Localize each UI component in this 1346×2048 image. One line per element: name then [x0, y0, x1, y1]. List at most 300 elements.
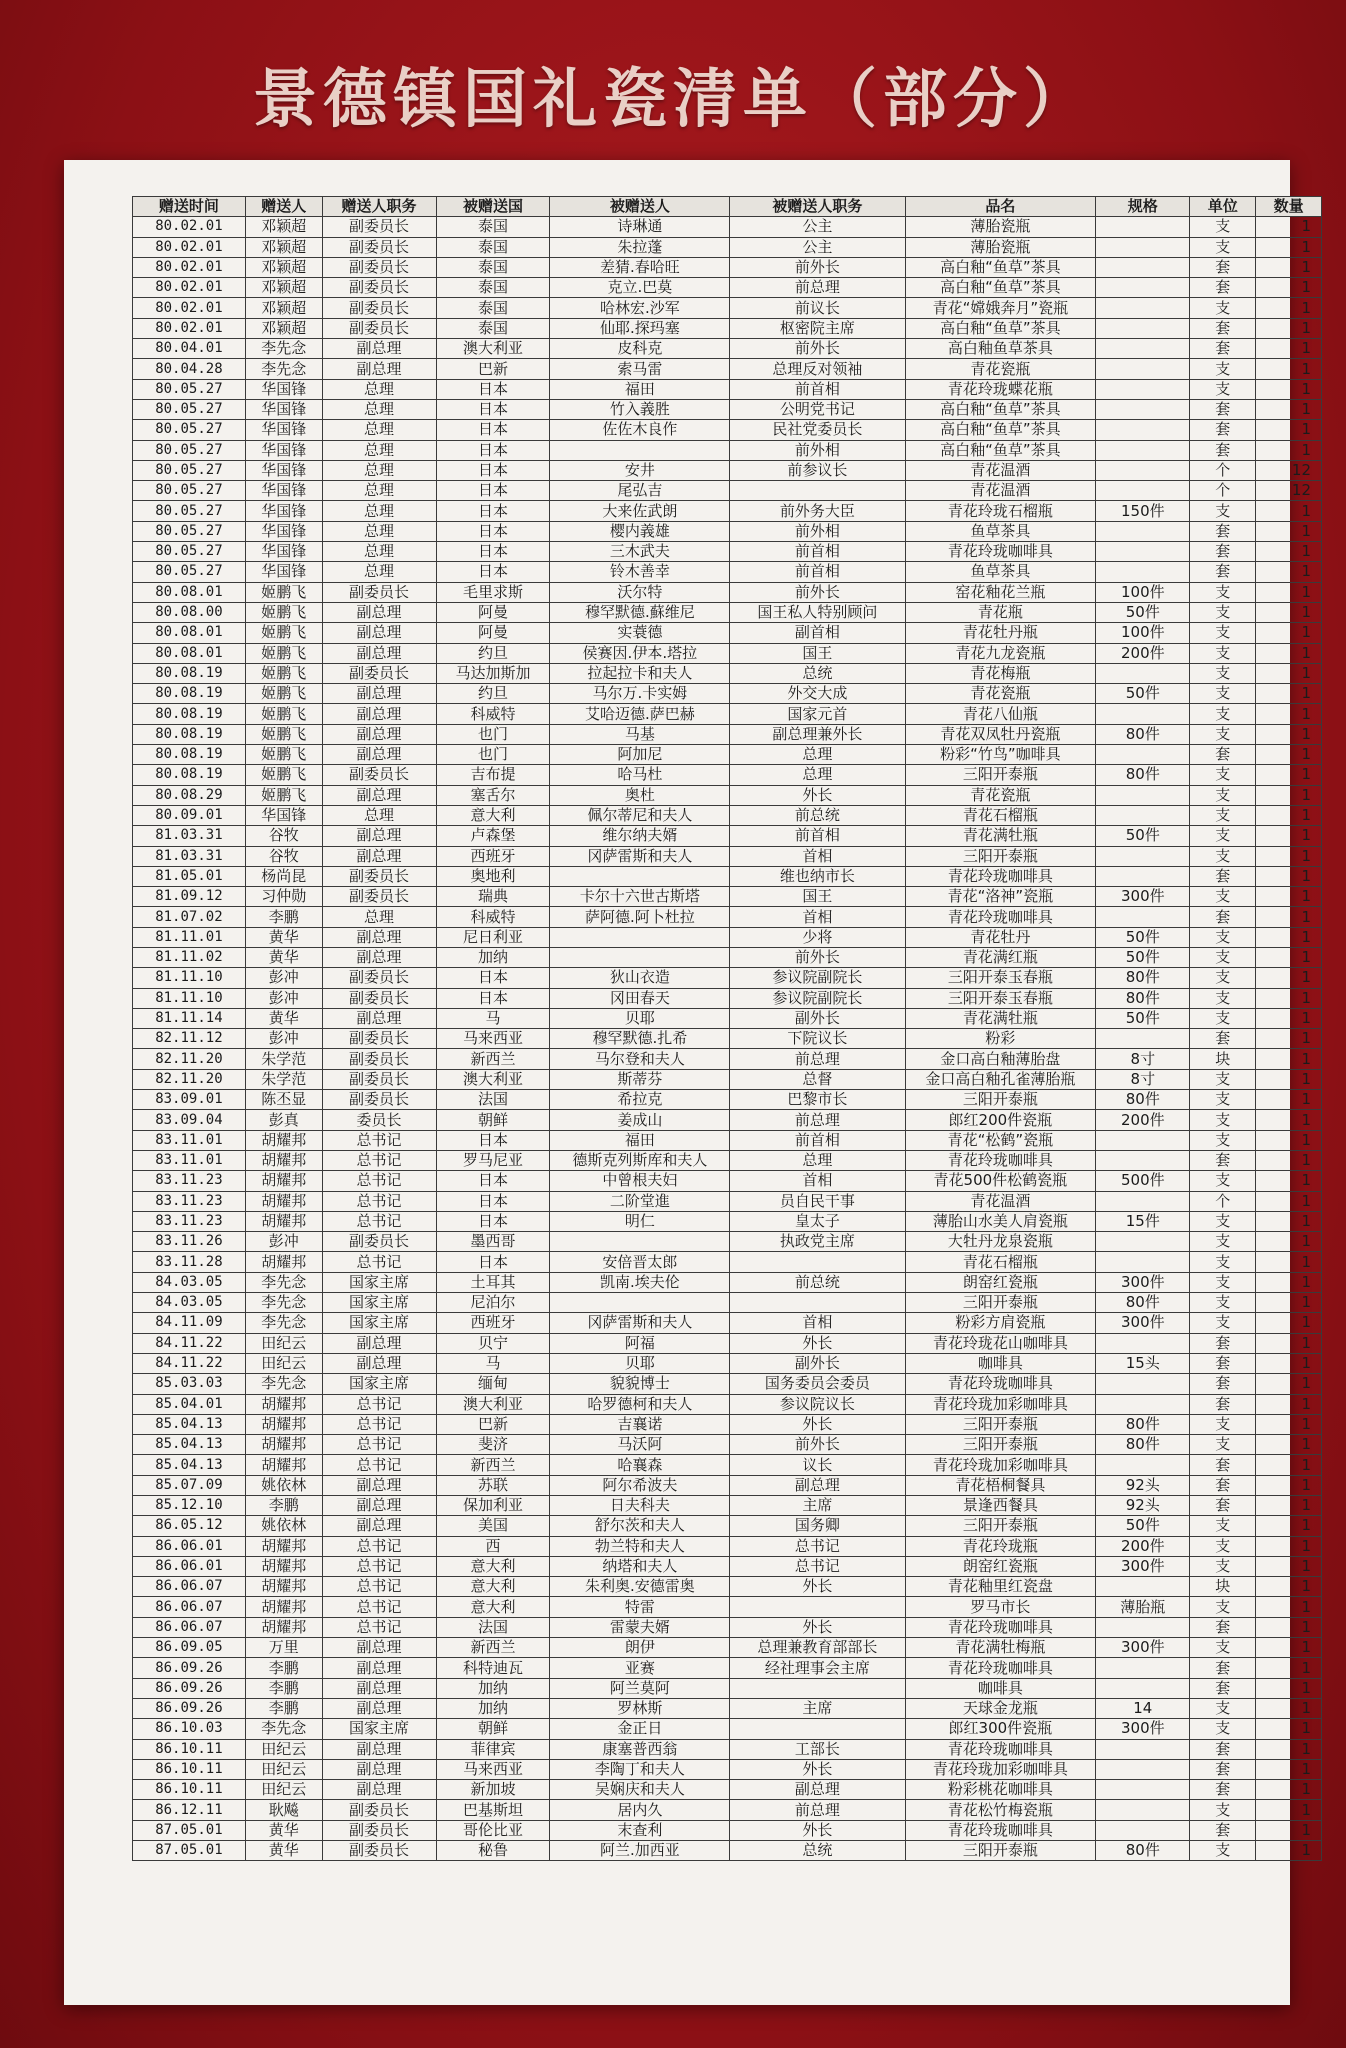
cell-spec: [1096, 1678, 1190, 1698]
cell-item-name: 朗窑红瓷瓶: [905, 1272, 1096, 1292]
cell-recipient-country: 缅甸: [436, 1374, 550, 1394]
cell-recipient-country: 土耳其: [436, 1272, 550, 1292]
cell-gift-date: 83.11.01: [133, 1150, 246, 1170]
cell-gift-date: 83.11.26: [133, 1232, 246, 1252]
cell-quantity: 1: [1256, 1130, 1322, 1150]
cell-recipient-title: 经社理事会主席: [730, 1658, 905, 1678]
cell-recipient-title: 参议院议长: [730, 1394, 905, 1414]
cell-recipient-title: 枢密院主席: [730, 318, 905, 338]
cell-recipient-country: 西班牙: [436, 846, 550, 866]
table-row: [133, 1333, 1322, 1353]
cell-recipient-title: 总书记: [730, 1556, 905, 1576]
cell-giver-title: 总书记: [322, 1455, 436, 1475]
cell-giver: 田纪云: [245, 1780, 322, 1800]
table-row: [133, 399, 1322, 419]
cell-giver: 华国锋: [245, 440, 322, 460]
cell-giver: 黄华: [245, 1820, 322, 1840]
cell-spec: 92头: [1096, 1496, 1190, 1516]
cell-recipient: 哈襄森: [550, 1455, 730, 1475]
cell-giver-title: 总书记: [322, 1150, 436, 1170]
cell-item-name: 三阳开泰瓶: [905, 1090, 1096, 1110]
cell-gift-date: 80.08.19: [133, 684, 246, 704]
cell-giver-title: 副总理: [322, 339, 436, 359]
cell-spec: [1096, 542, 1190, 562]
cell-gift-date: 84.03.05: [133, 1272, 246, 1292]
cell-quantity: 1: [1256, 1759, 1322, 1779]
header-recipient: 被赠送人: [550, 197, 730, 217]
cell-unit: 支: [1190, 1698, 1256, 1718]
cell-giver: 姚依林: [245, 1516, 322, 1536]
cell-gift-date: 86.12.11: [133, 1800, 246, 1820]
cell-recipient-title: 前总统: [730, 805, 905, 825]
table-row: [133, 217, 1322, 237]
cell-gift-date: 80.02.01: [133, 318, 246, 338]
cell-giver-title: 国家主席: [322, 1719, 436, 1739]
cell-quantity: 1: [1256, 1658, 1322, 1678]
cell-spec: 80件: [1096, 765, 1190, 785]
header-item-name: 品名: [905, 197, 1096, 217]
cell-unit: 支: [1190, 1435, 1256, 1455]
cell-recipient-title: 参议院副院长: [730, 988, 905, 1008]
table-row: [133, 278, 1322, 298]
cell-recipient: 沃尔特: [550, 582, 730, 602]
cell-giver-title: 副委员长: [322, 318, 436, 338]
cell-recipient-title: 首相: [730, 907, 905, 927]
cell-recipient-title: 国王: [730, 643, 905, 663]
cell-giver: 朱学范: [245, 1069, 322, 1089]
cell-recipient: 居内久: [550, 1800, 730, 1820]
table-row: [133, 1617, 1322, 1637]
cell-gift-date: 86.09.26: [133, 1698, 246, 1718]
cell-giver: 李先念: [245, 1719, 322, 1739]
table-row: [133, 460, 1322, 480]
cell-recipient: 马基: [550, 724, 730, 744]
cell-giver: 彭冲: [245, 1232, 322, 1252]
cell-spec: 50件: [1096, 684, 1190, 704]
cell-unit: 套: [1190, 1150, 1256, 1170]
cell-gift-date: 83.09.01: [133, 1090, 246, 1110]
cell-quantity: 1: [1256, 339, 1322, 359]
cell-item-name: 青花瓷瓶: [905, 684, 1096, 704]
cell-giver: 田纪云: [245, 1759, 322, 1779]
cell-recipient-country: 科威特: [436, 907, 550, 927]
cell-quantity: 1: [1256, 1252, 1322, 1272]
cell-spec: [1096, 1130, 1190, 1150]
cell-quantity: 1: [1256, 1719, 1322, 1739]
cell-unit: 支: [1190, 663, 1256, 683]
cell-gift-date: 81.05.01: [133, 866, 246, 886]
cell-giver: 华国锋: [245, 562, 322, 582]
cell-quantity: 1: [1256, 1780, 1322, 1800]
cell-recipient-title: [730, 1597, 905, 1617]
cell-gift-date: 83.11.23: [133, 1211, 246, 1231]
cell-recipient-country: 加纳: [436, 1698, 550, 1718]
cell-recipient-title: [730, 1252, 905, 1272]
cell-unit: 块: [1190, 1049, 1256, 1069]
cell-recipient: 貌貌博士: [550, 1374, 730, 1394]
cell-gift-date: 82.11.20: [133, 1069, 246, 1089]
cell-spec: [1096, 1191, 1190, 1211]
cell-gift-date: 81.03.31: [133, 846, 246, 866]
cell-recipient: 索马雷: [550, 359, 730, 379]
cell-recipient-title: 公明党书记: [730, 399, 905, 419]
cell-giver-title: 总书记: [322, 1556, 436, 1576]
cell-spec: 50件: [1096, 1516, 1190, 1536]
cell-gift-date: 86.06.07: [133, 1597, 246, 1617]
cell-spec: 50件: [1096, 927, 1190, 947]
cell-recipient-title: 前外长: [730, 582, 905, 602]
cell-item-name: 金口高白釉薄胎盘: [905, 1049, 1096, 1069]
cell-recipient: 佐佐木良作: [550, 420, 730, 440]
cell-spec: 80件: [1096, 724, 1190, 744]
cell-unit: 支: [1190, 927, 1256, 947]
cell-quantity: 1: [1256, 1394, 1322, 1414]
cell-recipient: 艾哈迈德.萨巴赫: [550, 704, 730, 724]
cell-recipient-country: 日本: [436, 1171, 550, 1191]
cell-quantity: 1: [1256, 1698, 1322, 1718]
cell-gift-date: 81.11.10: [133, 988, 246, 1008]
cell-recipient: 福田: [550, 1130, 730, 1150]
cell-quantity: 1: [1256, 1455, 1322, 1475]
cell-gift-date: 80.08.01: [133, 582, 246, 602]
cell-spec: [1096, 1577, 1190, 1597]
table-row: [133, 521, 1322, 541]
table-row: [133, 1577, 1322, 1597]
table-row: [133, 1496, 1322, 1516]
cell-giver-title: 国家主席: [322, 1374, 436, 1394]
cell-recipient-country: 日本: [436, 399, 550, 419]
cell-recipient: 卡尔十六世古斯塔: [550, 887, 730, 907]
cell-spec: 80件: [1096, 1414, 1190, 1434]
cell-recipient-country: 澳大利亚: [436, 1069, 550, 1089]
cell-unit: 个: [1190, 460, 1256, 480]
cell-item-name: 青花玲珑咖啡具: [905, 866, 1096, 886]
cell-gift-date: 80.02.01: [133, 278, 246, 298]
cell-recipient-country: 马: [436, 1353, 550, 1373]
cell-giver: 华国锋: [245, 379, 322, 399]
cell-recipient-title: 前外长: [730, 257, 905, 277]
cell-quantity: 1: [1256, 663, 1322, 683]
cell-gift-date: 80.05.27: [133, 481, 246, 501]
cell-recipient-country: 阿曼: [436, 623, 550, 643]
cell-giver-title: 总书记: [322, 1414, 436, 1434]
cell-giver-title: 副委员长: [322, 1800, 436, 1820]
cell-recipient: 马尔登和夫人: [550, 1049, 730, 1069]
table-row: [133, 724, 1322, 744]
cell-recipient: 阿加尼: [550, 745, 730, 765]
cell-quantity: 1: [1256, 1739, 1322, 1759]
cell-recipient-country: 日本: [436, 1252, 550, 1272]
cell-giver-title: 副总理: [322, 724, 436, 744]
cell-recipient-title: 首相: [730, 1171, 905, 1191]
table-row: [133, 988, 1322, 1008]
table-row: [133, 1698, 1322, 1718]
cell-spec: [1096, 1394, 1190, 1414]
cell-spec: [1096, 1232, 1190, 1252]
cell-gift-date: 86.06.07: [133, 1617, 246, 1637]
cell-recipient-country: 秘鲁: [436, 1841, 550, 1861]
cell-recipient: 朱拉蓬: [550, 237, 730, 257]
table-row: [133, 1435, 1322, 1455]
cell-giver-title: 副总理: [322, 602, 436, 622]
cell-spec: [1096, 298, 1190, 318]
cell-giver-title: 副委员长: [322, 765, 436, 785]
table-row: [133, 1475, 1322, 1495]
cell-giver: 彭冲: [245, 1029, 322, 1049]
cell-recipient-title: 总理: [730, 1150, 905, 1170]
cell-spec: 80件: [1096, 968, 1190, 988]
cell-item-name: 青花玲珑加彩咖啡具: [905, 1455, 1096, 1475]
cell-spec: [1096, 1252, 1190, 1272]
cell-giver: 李先念: [245, 1272, 322, 1292]
cell-item-name: 青花九龙瓷瓶: [905, 643, 1096, 663]
cell-giver-title: 总理: [322, 521, 436, 541]
cell-recipient-title: 国务卿: [730, 1516, 905, 1536]
table-row: [133, 1029, 1322, 1049]
table-row: [133, 602, 1322, 622]
cell-giver: 邓颖超: [245, 318, 322, 338]
cell-item-name: 窑花釉花兰瓶: [905, 582, 1096, 602]
cell-giver-title: 委员长: [322, 1110, 436, 1130]
cell-spec: 200件: [1096, 643, 1190, 663]
cell-unit: 支: [1190, 988, 1256, 1008]
cell-unit: 套: [1190, 257, 1256, 277]
table-row: [133, 643, 1322, 663]
cell-giver: 李鹏: [245, 1698, 322, 1718]
cell-giver-title: 副委员长: [322, 1841, 436, 1861]
cell-gift-date: 86.10.03: [133, 1719, 246, 1739]
cell-giver: 华国锋: [245, 460, 322, 480]
cell-giver-title: 副总理: [322, 745, 436, 765]
table-row: [133, 562, 1322, 582]
cell-recipient: 雷蒙夫婿: [550, 1617, 730, 1637]
cell-recipient-title: 前参议长: [730, 460, 905, 480]
cell-item-name: 三阳开泰玉春瓶: [905, 988, 1096, 1008]
cell-recipient-country: 朝鲜: [436, 1110, 550, 1130]
cell-unit: 支: [1190, 1110, 1256, 1130]
cell-recipient-country: 泰国: [436, 318, 550, 338]
cell-recipient-title: 公主: [730, 237, 905, 257]
cell-recipient-country: 日本: [436, 440, 550, 460]
cell-giver: 姬鹏飞: [245, 602, 322, 622]
cell-recipient-title: 前总理: [730, 1049, 905, 1069]
cell-unit: 支: [1190, 1272, 1256, 1292]
cell-recipient: 亚赛: [550, 1658, 730, 1678]
cell-recipient-title: 工部长: [730, 1739, 905, 1759]
cell-quantity: 1: [1256, 907, 1322, 927]
cell-giver-title: 副总理: [322, 643, 436, 663]
table-row: [133, 684, 1322, 704]
cell-item-name: 鱼草茶具: [905, 521, 1096, 541]
cell-gift-date: 83.11.28: [133, 1252, 246, 1272]
cell-item-name: 朗窑红瓷瓶: [905, 1556, 1096, 1576]
cell-recipient: [550, 927, 730, 947]
cell-recipient-country: 意大利: [436, 1556, 550, 1576]
cell-recipient: 贝耶: [550, 1008, 730, 1028]
cell-giver: 胡耀邦: [245, 1252, 322, 1272]
cell-unit: 套: [1190, 1780, 1256, 1800]
cell-spec: 150件: [1096, 501, 1190, 521]
cell-giver-title: 副委员长: [322, 1029, 436, 1049]
cell-giver: 胡耀邦: [245, 1150, 322, 1170]
cell-recipient-title: 外长: [730, 1820, 905, 1840]
table-row: [133, 501, 1322, 521]
cell-gift-date: 87.05.01: [133, 1820, 246, 1840]
cell-giver-title: 总书记: [322, 1577, 436, 1597]
cell-unit: 支: [1190, 237, 1256, 257]
cell-quantity: 1: [1256, 1272, 1322, 1292]
cell-quantity: 1: [1256, 1617, 1322, 1637]
cell-item-name: 三阳开泰瓶: [905, 1414, 1096, 1434]
cell-recipient-country: 日本: [436, 542, 550, 562]
cell-giver-title: 副委员长: [322, 1049, 436, 1069]
cell-giver-title: 副总理: [322, 1678, 436, 1698]
cell-quantity: 1: [1256, 846, 1322, 866]
cell-recipient: 舒尔茨和夫人: [550, 1516, 730, 1536]
cell-spec: 100件: [1096, 582, 1190, 602]
cell-item-name: 青花玲珑咖啡具: [905, 1374, 1096, 1394]
cell-recipient-title: 副外长: [730, 1353, 905, 1373]
cell-gift-date: 81.11.02: [133, 947, 246, 967]
cell-item-name: 青花玲珑咖啡具: [905, 1658, 1096, 1678]
cell-recipient: 阿福: [550, 1333, 730, 1353]
cell-quantity: 1: [1256, 521, 1322, 541]
cell-recipient-country: 美国: [436, 1516, 550, 1536]
table-row: [133, 1232, 1322, 1252]
cell-unit: 支: [1190, 1293, 1256, 1313]
cell-spec: 300件: [1096, 1719, 1190, 1739]
cell-gift-date: 80.02.01: [133, 217, 246, 237]
cell-quantity: 1: [1256, 745, 1322, 765]
cell-unit: 套: [1190, 1496, 1256, 1516]
table-row: [133, 1678, 1322, 1698]
cell-unit: 支: [1190, 724, 1256, 744]
table-header-row: [133, 197, 1322, 217]
cell-recipient-title: 外长: [730, 1333, 905, 1353]
cell-giver: 邓颖超: [245, 237, 322, 257]
cell-spec: 80件: [1096, 1435, 1190, 1455]
cell-quantity: 1: [1256, 440, 1322, 460]
cell-quantity: 1: [1256, 1293, 1322, 1313]
cell-giver: 胡耀邦: [245, 1455, 322, 1475]
cell-spec: [1096, 1150, 1190, 1170]
cell-item-name: 青花瓷瓶: [905, 785, 1096, 805]
cell-unit: 支: [1190, 1232, 1256, 1252]
table-row: [133, 1008, 1322, 1028]
cell-giver: 姬鹏飞: [245, 663, 322, 683]
table-row: [133, 1394, 1322, 1414]
cell-giver-title: 总理: [322, 460, 436, 480]
cell-recipient-country: 日本: [436, 379, 550, 399]
cell-recipient: 哈罗德柯和夫人: [550, 1394, 730, 1414]
cell-item-name: 郎红300件瓷瓶: [905, 1719, 1096, 1739]
table-row: [133, 907, 1322, 927]
cell-unit: 支: [1190, 1069, 1256, 1089]
cell-recipient-country: 巴新: [436, 1414, 550, 1434]
cell-item-name: 青花梅瓶: [905, 663, 1096, 683]
cell-item-name: 天球金龙瓶: [905, 1698, 1096, 1718]
cell-recipient-title: 总统: [730, 663, 905, 683]
cell-item-name: 青花温酒: [905, 460, 1096, 480]
cell-recipient-country: 日本: [436, 1191, 550, 1211]
cell-recipient: 纳塔和夫人: [550, 1556, 730, 1576]
cell-quantity: 1: [1256, 542, 1322, 562]
cell-quantity: 1: [1256, 582, 1322, 602]
cell-giver: 邓颖超: [245, 257, 322, 277]
cell-item-name: 三阳开泰瓶: [905, 846, 1096, 866]
cell-recipient-country: 日本: [436, 968, 550, 988]
cell-recipient-title: 总督: [730, 1069, 905, 1089]
cell-gift-date: 80.02.01: [133, 257, 246, 277]
cell-recipient: 冈萨雷斯和夫人: [550, 1313, 730, 1333]
cell-item-name: 粉彩桃花咖啡具: [905, 1780, 1096, 1800]
cell-unit: 套: [1190, 542, 1256, 562]
cell-recipient: 明仁: [550, 1211, 730, 1231]
cell-recipient-country: 泰国: [436, 237, 550, 257]
cell-giver: 姬鹏飞: [245, 724, 322, 744]
cell-giver-title: 副总理: [322, 623, 436, 643]
cell-item-name: 三阳开泰瓶: [905, 1516, 1096, 1536]
cell-recipient-country: 日本: [436, 501, 550, 521]
cell-recipient-country: 日本: [436, 1130, 550, 1150]
cell-giver-title: 副总理: [322, 1658, 436, 1678]
cell-spec: [1096, 866, 1190, 886]
cell-recipient-country: 卢森堡: [436, 826, 550, 846]
cell-recipient: 吴娴庆和夫人: [550, 1780, 730, 1800]
cell-giver-title: 副总理: [322, 927, 436, 947]
cell-quantity: 1: [1256, 866, 1322, 886]
cell-item-name: 青花釉里红瓷盘: [905, 1577, 1096, 1597]
cell-recipient: 竹入義胜: [550, 399, 730, 419]
cell-unit: 套: [1190, 1029, 1256, 1049]
cell-giver: 黄华: [245, 927, 322, 947]
table-row: [133, 1780, 1322, 1800]
cell-item-name: 高白釉“鱼草”茶具: [905, 257, 1096, 277]
cell-recipient-title: 执政党主席: [730, 1232, 905, 1252]
cell-recipient-country: 泰国: [436, 278, 550, 298]
cell-unit: 支: [1190, 1171, 1256, 1191]
cell-gift-date: 85.04.13: [133, 1414, 246, 1434]
cell-recipient-title: 少将: [730, 927, 905, 947]
cell-recipient: 吉襄诺: [550, 1414, 730, 1434]
cell-recipient-country: 意大利: [436, 805, 550, 825]
cell-giver-title: 副总理: [322, 1759, 436, 1779]
cell-spec: [1096, 663, 1190, 683]
table-row: [133, 968, 1322, 988]
cell-quantity: 1: [1256, 1597, 1322, 1617]
cell-quantity: 1: [1256, 887, 1322, 907]
cell-recipient-title: 前外相: [730, 521, 905, 541]
cell-recipient: 皮科克: [550, 339, 730, 359]
cell-recipient: 哈林宏.沙军: [550, 298, 730, 318]
cell-giver: 杨尚昆: [245, 866, 322, 886]
cell-gift-date: 80.05.27: [133, 501, 246, 521]
cell-unit: 个: [1190, 1191, 1256, 1211]
table-row: [133, 440, 1322, 460]
cell-spec: 80件: [1096, 1293, 1190, 1313]
cell-item-name: 青花满牡梅瓶: [905, 1638, 1096, 1658]
cell-item-name: 青花玲珑蝶花瓶: [905, 379, 1096, 399]
cell-unit: 支: [1190, 1313, 1256, 1333]
cell-quantity: 1: [1256, 1313, 1322, 1333]
cell-unit: 块: [1190, 1577, 1256, 1597]
cell-giver-title: 副委员长: [322, 1069, 436, 1089]
cell-gift-date: 80.05.27: [133, 521, 246, 541]
cell-quantity: 1: [1256, 1090, 1322, 1110]
cell-recipient-country: 塞舌尔: [436, 785, 550, 805]
cell-recipient: 康塞普西翁: [550, 1739, 730, 1759]
cell-unit: 支: [1190, 1090, 1256, 1110]
